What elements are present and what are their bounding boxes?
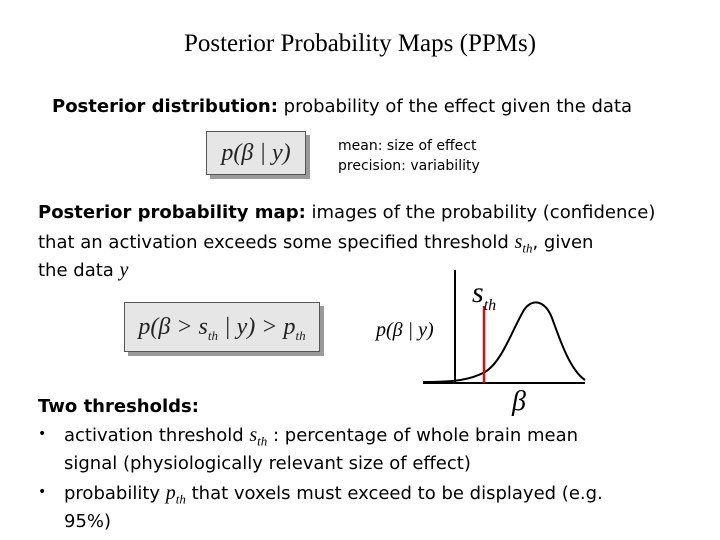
ppm-line-2 — [38, 231, 593, 257]
item2-sub: th — [175, 491, 186, 507]
posterior-notes — [338, 136, 480, 176]
threshold-item-2-line2: 95%) — [64, 511, 112, 532]
item1-text-a: activation threshold — [64, 425, 250, 446]
ppm-heading: Posterior probability map: — [38, 202, 306, 223]
posterior-distribution-heading: Posterior distribution: — [52, 96, 278, 117]
thresholds-heading-line — [38, 396, 199, 417]
posterior-formula: p(β | y) — [221, 140, 291, 166]
ppm-formula-b: | y) > p — [218, 314, 296, 340]
beta-axis-label: β — [512, 386, 526, 417]
item2-p: p — [165, 482, 176, 504]
posterior-distribution-text: probability of the effect given the data — [277, 96, 633, 117]
posterior-distribution-line — [52, 96, 632, 117]
slide-title: Posterior Probability Maps (PPMs) — [183, 30, 537, 57]
precision-note: precision: variability — [338, 158, 480, 174]
item1-text-b: : percentage of whole brain mean — [267, 425, 579, 446]
posterior-formula-box — [206, 131, 306, 175]
ppm-y: y — [119, 259, 129, 281]
item1-s: s — [249, 424, 258, 446]
ppm-line-1 — [38, 202, 655, 223]
ppm-th: th — [522, 240, 533, 256]
mean-note: mean: size of effect — [338, 138, 477, 154]
ppm-text-3a: the data — [38, 260, 120, 281]
item2-text-a: probability — [64, 483, 166, 504]
ppm-formula-box — [124, 302, 320, 352]
bullet-2: • — [38, 484, 47, 500]
posterior-curve-figure — [360, 270, 600, 420]
threshold-item-1-line2: signal (physiologically relevant size of effect) — [64, 453, 471, 474]
ppm-formula-sub2: th — [295, 327, 306, 343]
item1-sub: th — [257, 433, 268, 449]
ppm-formula-a: p(β > s — [138, 314, 208, 340]
ppm-text-2b: , given — [532, 232, 594, 253]
threshold-item-2 — [64, 482, 603, 508]
threshold-item-1 — [64, 424, 578, 450]
ppm-formula-sub1: th — [207, 327, 219, 343]
ppm-s: s — [514, 231, 523, 253]
ppm-line-3 — [38, 259, 128, 282]
posterior-py-label: p(β | y) — [376, 319, 434, 341]
thresholds-heading: Two thresholds: — [38, 396, 199, 417]
ppm-text-1: images of the probability (confidence) — [305, 202, 656, 223]
s-th-label: $s_{th}$ — [472, 276, 497, 314]
item2-text-b: that voxels must exceed to be displayed (e.g. — [185, 483, 603, 504]
bullet-1: • — [38, 426, 47, 442]
posterior-curve — [423, 302, 585, 382]
ppm-text-2a: that an activation exceeds some specified threshold — [38, 232, 515, 253]
